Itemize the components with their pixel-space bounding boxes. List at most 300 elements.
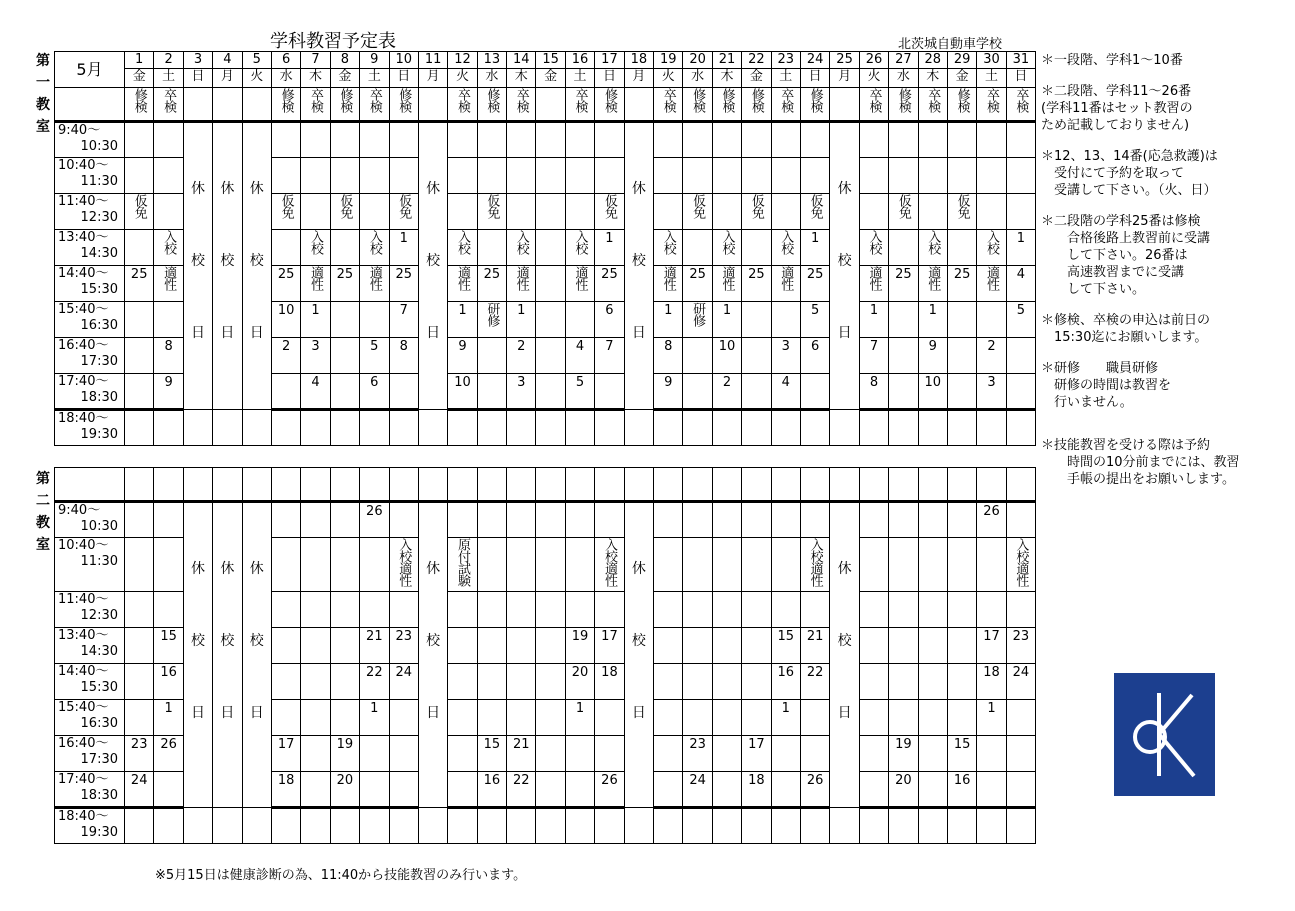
- schedule-cell: [977, 736, 1006, 772]
- cell-text: 9: [928, 339, 937, 354]
- schedule-cell: [889, 736, 918, 772]
- schedule-cell: [918, 664, 947, 700]
- schedule-cell: [448, 374, 477, 410]
- cell-text: 適性: [161, 266, 177, 290]
- schedule-cell: [771, 592, 800, 628]
- blank-cell: [830, 468, 859, 502]
- schedule-cell: [1006, 772, 1035, 808]
- schedule-cell: [742, 700, 771, 736]
- day-header: 28 木: [918, 52, 947, 88]
- cell-text: 適性: [778, 266, 794, 290]
- schedule-cell: [947, 230, 976, 266]
- cell-text: 修検: [748, 88, 764, 112]
- time-slot: 17:40～ 18:30: [55, 374, 125, 410]
- schedule-cell: [683, 302, 712, 338]
- blank-cell: [800, 468, 829, 502]
- schedule-cell: [301, 338, 330, 374]
- schedule-cell: [477, 628, 506, 664]
- cell-text: 修検: [484, 88, 500, 112]
- school-name: 北茨城自動車学校: [898, 37, 1003, 52]
- schedule-cell: [977, 122, 1006, 158]
- schedule-cell: [595, 736, 624, 772]
- schedule-cell: [889, 122, 918, 158]
- day-header: 10 日: [389, 52, 418, 88]
- schedule-cell: [859, 158, 888, 194]
- blank-cell: [771, 468, 800, 502]
- cell-text: 入校: [925, 230, 941, 254]
- schedule-cell: [507, 628, 536, 664]
- schedule-cell: [565, 538, 594, 592]
- schedule-cell: [301, 664, 330, 700]
- schedule-cell: [507, 736, 536, 772]
- schedule-cell: [507, 158, 536, 194]
- schedule-cell: [800, 158, 829, 194]
- exam-cell: [712, 88, 741, 122]
- schedule-cell: [800, 736, 829, 772]
- time-slot: 18:40～ 19:30: [55, 410, 125, 446]
- schedule-cell: [712, 664, 741, 700]
- schedule-cell: [977, 808, 1006, 844]
- cell-text: 15: [160, 629, 177, 644]
- header-row-dates: [55, 52, 1036, 88]
- schedule-cell: [977, 302, 1006, 338]
- cell-text: 18: [748, 773, 765, 788]
- schedule-cell: [712, 230, 741, 266]
- cell-text: 16: [483, 773, 501, 788]
- schedule-cell: [800, 538, 829, 592]
- schedule-cell: [712, 374, 741, 410]
- cell-text: 修検: [895, 88, 911, 112]
- schedule-cell: [242, 410, 271, 446]
- schedule-cell: [889, 808, 918, 844]
- blank-cell: [448, 468, 477, 502]
- schedule-cell: [360, 266, 389, 302]
- cell-text: 適性: [454, 266, 470, 290]
- schedule-cell: [330, 374, 359, 410]
- cell-text: 修検: [131, 88, 147, 112]
- cell-text: 修検: [601, 88, 617, 112]
- cell-text: 修検: [719, 88, 735, 112]
- schedule-cell: [654, 772, 683, 808]
- schedule-cell: [800, 194, 829, 230]
- holiday-cell: 休 校 日: [624, 502, 653, 808]
- schedule-cell: [360, 302, 389, 338]
- schedule-cell: [360, 158, 389, 194]
- schedule-cell: [536, 592, 565, 628]
- schedule-cell: [712, 302, 741, 338]
- schedule-cell: [683, 664, 712, 700]
- day-header: 8 金: [330, 52, 359, 88]
- holiday-cell: 休 校 日: [242, 502, 271, 808]
- cell-text: 4: [781, 375, 790, 390]
- note-item: ＊研修 職員研修 研修の時間は教習を 行いません。: [1041, 361, 1172, 410]
- schedule-cell: [448, 502, 477, 538]
- schedule-cell: [507, 538, 536, 592]
- cell-text: 23: [395, 629, 412, 644]
- cell-text: 1: [399, 231, 408, 246]
- schedule-cell: [477, 410, 506, 446]
- schedule-cell: [624, 808, 653, 844]
- schedule-cell: [1006, 374, 1035, 410]
- schedule-cell: [448, 230, 477, 266]
- schedule-cell: [742, 628, 771, 664]
- schedule-cell: [301, 538, 330, 592]
- cell-text: 修検: [278, 88, 294, 112]
- cell-text: 入校: [572, 230, 588, 254]
- schedule-cell: [859, 736, 888, 772]
- cell-text: 20: [336, 773, 354, 788]
- cell-text: 適性: [308, 266, 324, 290]
- cell-text: 適性: [572, 266, 588, 290]
- note-item: ＊一段階、学科1～10番: [1041, 53, 1183, 68]
- schedule-cell: [565, 410, 594, 446]
- blank-cell: [889, 468, 918, 502]
- schedule-cell: [389, 338, 418, 374]
- schedule-cell: [859, 194, 888, 230]
- schedule-cell: [712, 266, 741, 302]
- time-slot: 15:40～ 16:30: [55, 700, 125, 736]
- schedule-cell: [712, 700, 741, 736]
- exam-cell: [477, 88, 506, 122]
- schedule-cell: [330, 808, 359, 844]
- schedule-cell: [448, 266, 477, 302]
- schedule-cell: [595, 158, 624, 194]
- schedule-cell: [507, 808, 536, 844]
- day-header: 3 日: [183, 52, 212, 88]
- schedule-cell: [595, 374, 624, 410]
- header-row-exams: [55, 88, 1036, 122]
- schedule-cell: [977, 592, 1006, 628]
- schedule-cell: [154, 158, 183, 194]
- schedule-cell: [800, 772, 829, 808]
- schedule-cell: [859, 374, 888, 410]
- schedule-cell: [565, 302, 594, 338]
- schedule-cell: [595, 664, 624, 700]
- cell-text: 19: [336, 737, 354, 752]
- schedule-cell: [301, 230, 330, 266]
- schedule-cell: [389, 664, 418, 700]
- schedule-cell: [977, 230, 1006, 266]
- cell-text: 卒検: [572, 88, 588, 112]
- cell-text: 6: [811, 339, 820, 354]
- cell-text: 25: [689, 267, 706, 282]
- schedule-cell: [507, 122, 536, 158]
- exam-cell: [595, 88, 624, 122]
- schedule-cell: [712, 410, 741, 446]
- schedule-cell: [330, 302, 359, 338]
- cell-text: 3: [987, 375, 996, 390]
- time-slot: 11:40～ 12:30: [55, 194, 125, 230]
- schedule-cell: [918, 592, 947, 628]
- schedule-cell: [271, 700, 300, 736]
- schedule-cell: [771, 338, 800, 374]
- schedule-cell: [536, 808, 565, 844]
- cell-text: 22: [366, 665, 383, 680]
- schedule-cell: [154, 538, 183, 592]
- schedule-cell: [154, 502, 183, 538]
- blank-cell: [712, 468, 741, 502]
- cell-text: 入校適性: [601, 538, 617, 586]
- schedule-cell: [654, 808, 683, 844]
- schedule-cell: [154, 592, 183, 628]
- schedule-cell: [271, 374, 300, 410]
- schedule-cell: [477, 538, 506, 592]
- schedule-cell: [859, 230, 888, 266]
- schedule-cell: [595, 700, 624, 736]
- schedule-cell: [271, 230, 300, 266]
- schedule-cell: [183, 410, 212, 446]
- schedule-cell: [595, 338, 624, 374]
- schedule-cell: [889, 664, 918, 700]
- schedule-cell: [1006, 502, 1035, 538]
- schedule-cell: [947, 266, 976, 302]
- schedule-cell: [800, 266, 829, 302]
- schedule-cell: [565, 158, 594, 194]
- cell-text: 卒検: [660, 88, 676, 112]
- schedule-cell: [360, 502, 389, 538]
- schedule-cell: [507, 592, 536, 628]
- schedule-cell: [654, 230, 683, 266]
- schedule-cell: [800, 410, 829, 446]
- schedule-cell: [477, 592, 506, 628]
- schedule-cell: [389, 410, 418, 446]
- schedule-cell: [800, 302, 829, 338]
- schedule-cell: [859, 538, 888, 592]
- schedule-cell: [507, 230, 536, 266]
- room2-schedule-table: [54, 467, 1036, 844]
- schedule-cell: [477, 194, 506, 230]
- cell-text: 1: [605, 231, 614, 246]
- holiday-cell: 休 校 日: [830, 122, 859, 410]
- schedule-cell: [271, 502, 300, 538]
- blank-cell: [654, 468, 683, 502]
- schedule-cell: [213, 808, 242, 844]
- schedule-cell: [889, 338, 918, 374]
- cell-text: 15: [953, 737, 971, 752]
- time-slot: 13:40～ 14:30: [55, 628, 125, 664]
- schedule-cell: [301, 122, 330, 158]
- exam-cell: [536, 88, 565, 122]
- schedule-cell: [830, 410, 859, 446]
- time-slot: 9:40～ 10:30: [55, 502, 125, 538]
- schedule-cell: [125, 502, 154, 538]
- schedule-cell: [448, 194, 477, 230]
- schedule-cell: [977, 772, 1006, 808]
- cell-text: 19: [895, 737, 912, 752]
- day-header: 17 日: [595, 52, 624, 88]
- schedule-cell: [742, 302, 771, 338]
- schedule-cell: [712, 194, 741, 230]
- schedule-cell: [389, 266, 418, 302]
- cell-text: 2: [987, 339, 996, 354]
- holiday-cell: 休 校 日: [183, 122, 212, 410]
- schedule-cell: [271, 592, 300, 628]
- cell-text: 25: [953, 267, 971, 282]
- cell-text: 24: [130, 773, 148, 788]
- schedule-cell: [330, 592, 359, 628]
- cell-text: 9: [664, 375, 673, 390]
- schedule-cell: [507, 772, 536, 808]
- schedule-cell: [800, 122, 829, 158]
- day-header: 14 木: [507, 52, 536, 88]
- schedule-cell: [154, 338, 183, 374]
- time-slot: 14:40～ 15:30: [55, 664, 125, 700]
- schedule-cell: [654, 374, 683, 410]
- blank-cell: [389, 468, 418, 502]
- schedule-cell: [771, 302, 800, 338]
- cell-text: 仮免: [807, 194, 823, 218]
- day-header: 2 土: [154, 52, 183, 88]
- schedule-cell: [683, 374, 712, 410]
- schedule-cell: [683, 736, 712, 772]
- schedule-cell: [360, 664, 389, 700]
- schedule-cell: [125, 628, 154, 664]
- schedule-cell: [565, 700, 594, 736]
- blank-cell: [360, 468, 389, 502]
- k-logo-icon: [1114, 673, 1215, 796]
- schedule-cell: [330, 194, 359, 230]
- schedule-cell: [360, 592, 389, 628]
- cell-text: 入校: [660, 230, 676, 254]
- exam-cell: [830, 88, 859, 122]
- cell-text: 卒検: [161, 88, 177, 112]
- schedule-cell: [1006, 230, 1035, 266]
- schedule-cell: [330, 700, 359, 736]
- note-item: ＊修検、卒検の申込は前日の 15:30迄にお願いします。: [1041, 313, 1211, 345]
- schedule-cell: [536, 664, 565, 700]
- exam-cell: [918, 88, 947, 122]
- schedule-cell: [771, 628, 800, 664]
- schedule-cell: [330, 158, 359, 194]
- schedule-cell: [389, 700, 418, 736]
- schedule-cell: [448, 158, 477, 194]
- schedule-cell: [683, 592, 712, 628]
- blank-cell: [947, 468, 976, 502]
- cell-text: 適性: [719, 266, 735, 290]
- schedule-cell: [742, 736, 771, 772]
- schedule-cell: [507, 700, 536, 736]
- schedule-cell: [859, 628, 888, 664]
- day-header: 29 金: [947, 52, 976, 88]
- room1-schedule-table: [54, 51, 1036, 446]
- blank-cell: [301, 468, 330, 502]
- exam-cell: [154, 88, 183, 122]
- schedule-cell: [977, 410, 1006, 446]
- day-header: 11 月: [418, 52, 447, 88]
- schedule-cell: [448, 772, 477, 808]
- schedule-cell: [125, 122, 154, 158]
- notes-panel: [1041, 52, 1291, 502]
- schedule-cell: [477, 374, 506, 410]
- cell-text: 修検: [690, 88, 706, 112]
- schedule-cell: [536, 338, 565, 374]
- schedule-cell: [771, 736, 800, 772]
- schedule-cell: [800, 808, 829, 844]
- cell-text: 入校: [454, 230, 470, 254]
- room1-label: 第一教室: [36, 53, 50, 135]
- schedule-cell: [301, 374, 330, 410]
- holiday-cell: 休 校 日: [830, 502, 859, 808]
- schedule-cell: [360, 338, 389, 374]
- cell-text: 卒検: [308, 88, 324, 112]
- schedule-cell: [565, 194, 594, 230]
- schedule-cell: [565, 736, 594, 772]
- schedule-cell: [683, 266, 712, 302]
- schedule-cell: [301, 410, 330, 446]
- schedule-cell: [918, 628, 947, 664]
- exam-cell: [448, 88, 477, 122]
- blank-cell: [418, 468, 447, 502]
- schedule-cell: [271, 410, 300, 446]
- schedule-cell: [271, 538, 300, 592]
- day-header: 7 木: [301, 52, 330, 88]
- cell-text: 17: [983, 629, 1000, 644]
- schedule-cell: [389, 736, 418, 772]
- schedule-cell: [448, 628, 477, 664]
- schedule-cell: [301, 502, 330, 538]
- schedule-cell: [183, 808, 212, 844]
- cell-text: 24: [1012, 665, 1030, 680]
- schedule-cell: [859, 808, 888, 844]
- schedule-cell: [536, 736, 565, 772]
- cell-text: 適性: [366, 266, 382, 290]
- schedule-cell: [330, 502, 359, 538]
- schedule-cell: [330, 664, 359, 700]
- blank-cell: [507, 468, 536, 502]
- schedule-cell: [947, 628, 976, 664]
- schedule-cell: [742, 808, 771, 844]
- schedule-cell: [595, 808, 624, 844]
- schedule-cell: [859, 772, 888, 808]
- schedule-cell: [507, 664, 536, 700]
- schedule-cell: [712, 592, 741, 628]
- cell-text: 16: [777, 665, 795, 680]
- cell-text: 入校適性: [396, 538, 412, 586]
- schedule-cell: [595, 266, 624, 302]
- schedule-cell: [947, 194, 976, 230]
- schedule-cell: [947, 302, 976, 338]
- cell-text: 入校: [308, 230, 324, 254]
- schedule-cell: [977, 338, 1006, 374]
- day-header: 20 水: [683, 52, 712, 88]
- schedule-cell: [947, 374, 976, 410]
- cell-text: 仮免: [337, 194, 353, 218]
- cell-text: 仮免: [748, 194, 764, 218]
- schedule-cell: [654, 122, 683, 158]
- cell-text: 仮免: [895, 194, 911, 218]
- schedule-cell: [418, 808, 447, 844]
- time-slot: 18:40～ 19:30: [55, 808, 125, 844]
- cell-text: 1: [458, 303, 467, 318]
- schedule-cell: [1006, 302, 1035, 338]
- cell-text: 10: [718, 339, 736, 354]
- schedule-cell: [360, 700, 389, 736]
- cell-text: 1: [987, 701, 996, 716]
- schedule-cell: [536, 772, 565, 808]
- cell-text: 研修: [484, 302, 500, 326]
- schedule-cell: [595, 230, 624, 266]
- schedule-cell: [477, 664, 506, 700]
- blank-cell: [213, 468, 242, 502]
- blank-cell: [859, 468, 888, 502]
- cell-text: 26: [806, 773, 824, 788]
- schedule-cell: [654, 194, 683, 230]
- schedule-cell: [712, 502, 741, 538]
- table-row: [55, 808, 1036, 844]
- schedule-cell: [301, 772, 330, 808]
- cell-text: 入校: [984, 230, 1000, 254]
- schedule-cell: [918, 266, 947, 302]
